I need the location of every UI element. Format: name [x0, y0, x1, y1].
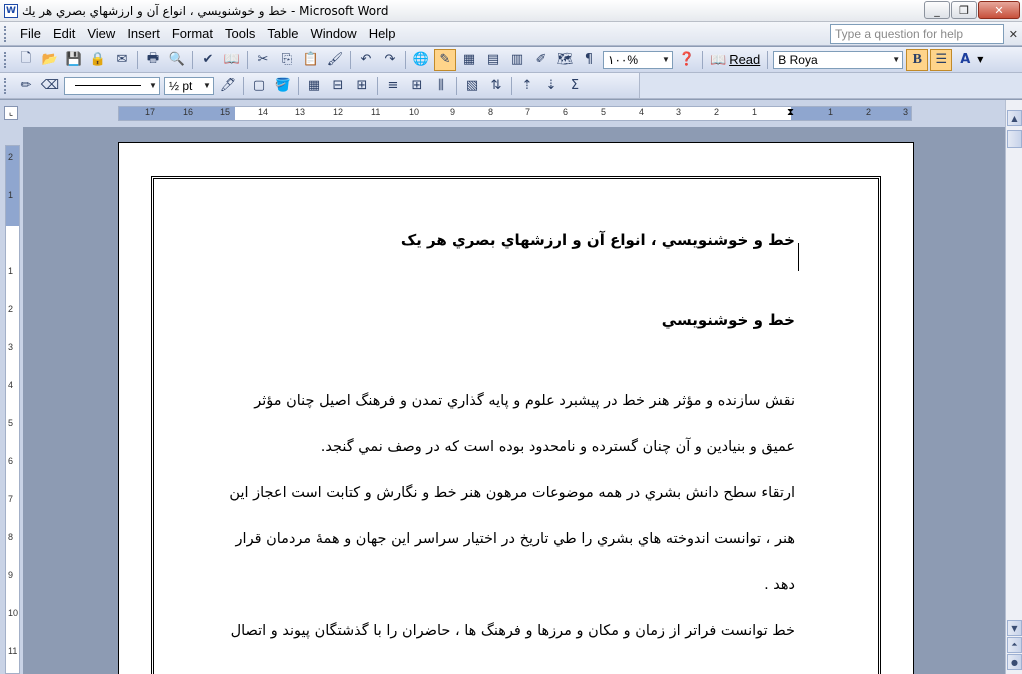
hyperlink-icon[interactable]: 🌐	[412, 52, 430, 67]
title-bar	[0, 0, 1022, 22]
minimize-button[interactable]: _	[924, 1, 950, 19]
zoom-select[interactable]	[603, 51, 673, 69]
research-icon[interactable]: 📖	[223, 52, 241, 67]
open-icon[interactable]: 📂	[41, 52, 59, 67]
table-autoformat-icon[interactable]: ▧	[465, 78, 479, 93]
font-color-button[interactable]: A	[960, 52, 971, 67]
indent-marker[interactable]: ⧗	[787, 107, 795, 118]
chevron-down-icon[interactable]: ▼	[892, 55, 901, 64]
read-button[interactable]	[706, 52, 764, 68]
menu-bar	[0, 22, 1022, 46]
copy-icon[interactable]: ⎘	[281, 52, 293, 67]
ruler-number: 7	[8, 494, 14, 504]
bold-button[interactable]: B	[906, 49, 928, 71]
ruler-number: 2	[714, 107, 720, 117]
document-workspace[interactable]	[23, 127, 1005, 674]
separator	[767, 51, 768, 69]
shading-icon[interactable]: 🪣	[274, 78, 292, 93]
paragraph-line: نقش سازنده و مؤثر هنر خط در پيشبرد علوم و پايه گذاري تمدن و فرهنگ اصيل چنان مؤثر	[254, 393, 795, 409]
line-weight-value: ½ pt	[169, 78, 193, 93]
ruler-number: 4	[8, 380, 14, 390]
align-cell-icon[interactable]: ≡	[387, 78, 399, 93]
standard-toolbar	[0, 47, 1022, 73]
scroll-up-icon[interactable]: ▲	[1007, 110, 1022, 126]
drawing-icon[interactable]: ✐	[535, 52, 547, 67]
ruler-number: 10	[409, 107, 420, 117]
show-hide-icon[interactable]: ¶	[584, 52, 594, 67]
text-cursor	[798, 243, 799, 271]
tables-borders-icon[interactable]: ✎	[434, 49, 456, 71]
ruler-number: 9	[8, 570, 14, 580]
separator	[377, 77, 378, 95]
ruler-margin-left	[119, 107, 235, 120]
columns-icon[interactable]: ▥	[510, 52, 524, 67]
ruler-number: 3	[903, 107, 909, 117]
vertical-ruler[interactable]	[5, 145, 20, 674]
chevron-down-icon[interactable]: ▼	[203, 81, 211, 90]
ruler-number: 5	[8, 418, 14, 428]
page-border	[151, 176, 881, 674]
toolbar-grip[interactable]	[4, 52, 8, 68]
ruler-number: 11	[371, 107, 381, 117]
text-direction-icon[interactable]: ⇅	[490, 78, 502, 93]
ruler-number: 1	[828, 107, 834, 117]
zoom-value: ۱۰۰%	[608, 52, 639, 67]
section-heading: خط و خوشنويسي	[661, 311, 795, 329]
separator	[350, 51, 351, 69]
ruler-number: 2	[8, 152, 14, 162]
borders-icon[interactable]: ▢	[252, 78, 266, 93]
tables-borders-toolbar	[0, 73, 640, 99]
menu-edit[interactable]: Edit	[52, 26, 76, 41]
paragraph-line: دهد .	[764, 577, 795, 593]
ruler-number: 5	[601, 107, 607, 117]
ruler-number: 8	[488, 107, 494, 117]
menu-help[interactable]: Help	[368, 26, 396, 41]
insert-table-icon[interactable]: ▦	[307, 78, 321, 93]
permission-icon[interactable]: 🔒	[89, 52, 107, 67]
scroll-thumb[interactable]	[1007, 130, 1022, 148]
vertical-scrollbar[interactable]	[1005, 100, 1022, 674]
select-browse-object-icon[interactable]: ●	[1007, 654, 1022, 670]
separator	[405, 51, 406, 69]
ruler-number: 2	[8, 304, 14, 314]
save-icon[interactable]: 💾	[65, 52, 83, 67]
toolbar-grip[interactable]	[4, 78, 8, 94]
ruler-number: 15	[220, 107, 231, 117]
close-document-icon[interactable]: ✕	[1008, 28, 1018, 41]
ruler-number: 1	[8, 266, 14, 276]
ruler-number: 12	[333, 107, 344, 117]
font-name-value: B Roya	[778, 52, 818, 67]
ruler-number: 3	[676, 107, 682, 117]
merge-cells-icon[interactable]: ⊟	[332, 78, 344, 93]
sort-ascending-icon[interactable]: ⇡	[521, 78, 533, 93]
insert-excel-icon[interactable]: ▤	[486, 52, 500, 67]
separator	[456, 77, 457, 95]
draw-table-icon[interactable]: ✏	[20, 78, 32, 93]
tab-selector[interactable]: ⌞	[4, 106, 18, 120]
previous-page-icon[interactable]: ⏶	[1007, 637, 1022, 653]
ruler-number: 14	[258, 107, 269, 117]
document-title: خط و خوشنويسي ، انواع آن و ارزشهاي بصري هر يک	[400, 231, 795, 249]
align-right-icon[interactable]: ☰	[930, 49, 952, 71]
help-search-input[interactable]: Type a question for help	[830, 24, 1004, 44]
scroll-down-icon[interactable]: ▼	[1007, 620, 1022, 636]
paragraph-line: خط توانست فراتر از زمان و مکان و مرزها و فرهنگ ها ، حاضران را با گذشتگان پيوند و اتصال	[230, 623, 795, 639]
window-title: خط و خوشنويسي ، انواع آن و ارزشهاي بصري هر يك - Microsoft Word	[22, 3, 389, 18]
new-document-icon[interactable]: 🗋	[20, 50, 32, 66]
autosum-icon[interactable]: Σ	[570, 78, 580, 93]
ruler-number: 7	[525, 107, 531, 117]
print-icon[interactable]: 🖶	[146, 50, 160, 66]
separator	[702, 51, 703, 69]
spelling-icon[interactable]: ✔	[202, 52, 214, 67]
ruler-number: 11	[8, 646, 18, 656]
split-cells-icon[interactable]: ⊞	[356, 78, 368, 93]
document-page[interactable]	[118, 142, 914, 674]
distribute-columns-icon[interactable]: ⫼	[438, 78, 444, 93]
read-icon: 📖	[710, 51, 727, 67]
ruler-number: 9	[450, 107, 456, 117]
ruler-number: 3	[8, 342, 14, 352]
menu-table[interactable]: Table	[267, 26, 299, 41]
menu-insert[interactable]: Insert	[127, 26, 160, 41]
chevron-down-icon[interactable]: ▼	[977, 55, 984, 64]
paragraph-line: عميق و بنيادين و آن چنان گسترده و نامحدود بوده است که در وصف نمي گنجد.	[320, 439, 795, 455]
menu-view[interactable]: View	[87, 26, 116, 41]
help-icon[interactable]: ❓	[678, 52, 696, 67]
redo-icon[interactable]: ↷	[384, 52, 396, 67]
maximize-button[interactable]: ❐	[951, 1, 977, 19]
vertical-ruler-area	[0, 127, 23, 674]
ruler-number: 17	[145, 107, 156, 117]
paste-icon[interactable]: 📋	[302, 52, 320, 67]
read-label: Read	[729, 52, 761, 67]
menu-grip[interactable]	[4, 26, 8, 42]
ruler-number: 1	[8, 190, 14, 200]
ruler-number: 4	[639, 107, 645, 117]
line-style-preview	[75, 85, 141, 86]
ruler-number: 13	[295, 107, 306, 117]
menu-window[interactable]: Window	[310, 26, 357, 41]
border-color-icon[interactable]: 🖊	[219, 78, 237, 93]
chevron-down-icon[interactable]: ▼	[149, 81, 157, 90]
sort-descending-icon[interactable]: ⇣	[545, 78, 557, 93]
separator	[137, 51, 138, 69]
paragraph-line: ارتقاء سطح دانش بشري در همه موضوعات مرهون هنر خط و نگارش و کتابت است اعجاز اين	[229, 485, 795, 501]
separator	[247, 51, 248, 69]
separator	[192, 51, 193, 69]
window-controls	[924, 1, 1020, 19]
close-button[interactable]: ✕	[978, 1, 1020, 19]
ruler-number: 10	[8, 608, 19, 618]
horizontal-ruler[interactable]	[118, 106, 912, 121]
ruler-number: 2	[866, 107, 872, 117]
toolbar-empty-area	[640, 73, 1022, 99]
format-painter-icon[interactable]: 🖌	[326, 52, 344, 67]
ruler-number: 1	[752, 107, 758, 117]
ruler-number: 6	[563, 107, 569, 117]
ruler-number: 6	[8, 456, 14, 466]
line-style-select[interactable]	[64, 77, 160, 95]
ruler-number: 8	[8, 532, 14, 542]
menu-file[interactable]: File	[20, 26, 41, 41]
horizontal-ruler-area	[0, 100, 1005, 127]
separator	[243, 77, 244, 95]
cut-icon[interactable]: ✂	[257, 52, 269, 67]
line-weight-select[interactable]	[164, 77, 214, 95]
print-preview-icon[interactable]: 🔍	[168, 52, 186, 67]
separator	[511, 77, 512, 95]
paragraph-line: هنر ، توانست اندوخته هاي بشري را طي تاريخ در اختيار سراسر اين جهان و همهٔ مردمان قرار	[235, 531, 795, 547]
undo-icon[interactable]: ↶	[360, 52, 372, 67]
document-map-icon[interactable]: 🗺	[556, 52, 574, 67]
menu-tools[interactable]: Tools	[225, 26, 256, 41]
separator	[298, 77, 299, 95]
chevron-down-icon[interactable]: ▼	[662, 55, 670, 64]
menu-format[interactable]: Format	[171, 26, 213, 41]
ruler-number: 16	[183, 107, 194, 117]
insert-table-icon[interactable]: ▦	[462, 52, 476, 67]
email-icon[interactable]: ✉	[116, 52, 128, 67]
eraser-icon[interactable]: ⌫	[40, 78, 60, 93]
ruler-margin-right	[791, 107, 911, 120]
font-name-select[interactable]	[773, 51, 903, 69]
word-app-icon[interactable]: W	[4, 4, 18, 18]
distribute-rows-icon[interactable]: ⊞	[411, 78, 423, 93]
